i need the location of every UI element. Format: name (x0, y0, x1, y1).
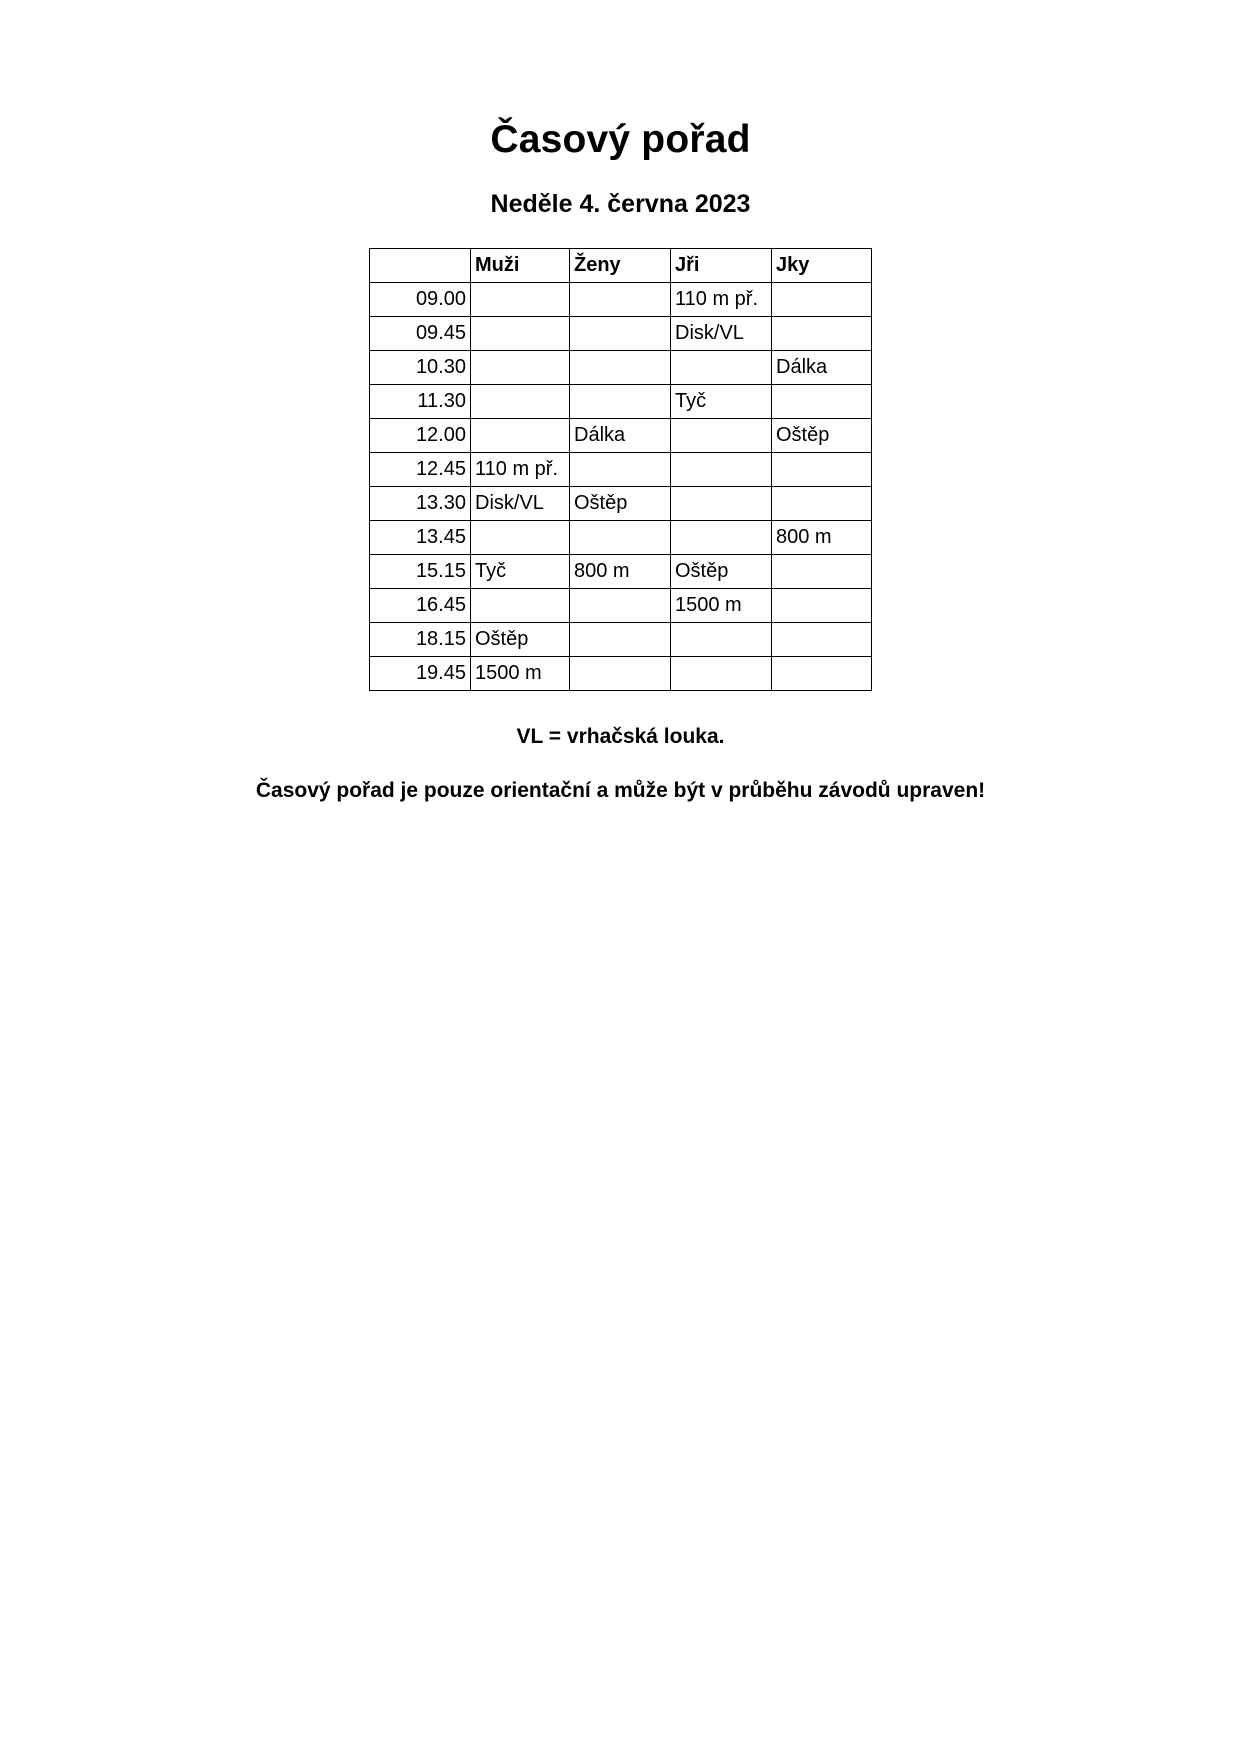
cell-junior-women (772, 554, 872, 588)
table-row (370, 588, 872, 622)
cell-men: Oštěp (471, 622, 570, 656)
table-row (370, 350, 872, 384)
table-row (370, 452, 872, 486)
column-header-men: Muži (471, 248, 570, 282)
cell-time: 11.30 (370, 384, 471, 418)
cell-men (471, 316, 570, 350)
cell-time: 13.30 (370, 486, 471, 520)
cell-time: 15.15 (370, 554, 471, 588)
cell-junior-women (772, 588, 872, 622)
cell-junior-men: Oštěp (671, 554, 772, 588)
cell-junior-women (772, 452, 872, 486)
cell-men (471, 384, 570, 418)
cell-time: 13.45 (370, 520, 471, 554)
cell-women (570, 656, 671, 690)
table-row (370, 316, 872, 350)
schedule-table-container (0, 248, 1241, 691)
table-row (370, 418, 872, 452)
table-row (370, 520, 872, 554)
cell-men (471, 418, 570, 452)
column-header-junior-men: Jři (671, 248, 772, 282)
cell-men: Disk/VL (471, 486, 570, 520)
cell-women: Oštěp (570, 486, 671, 520)
cell-junior-men (671, 520, 772, 554)
table-row (370, 282, 872, 316)
cell-women (570, 350, 671, 384)
cell-junior-men: Disk/VL (671, 316, 772, 350)
cell-women (570, 316, 671, 350)
cell-men (471, 350, 570, 384)
schedule-table (369, 248, 872, 691)
column-header-time (370, 248, 471, 282)
cell-junior-men (671, 350, 772, 384)
cell-men: 1500 m (471, 656, 570, 690)
cell-time: 12.00 (370, 418, 471, 452)
cell-junior-men (671, 622, 772, 656)
cell-women: Dálka (570, 418, 671, 452)
table-row (370, 622, 872, 656)
cell-time: 19.45 (370, 656, 471, 690)
cell-junior-men (671, 486, 772, 520)
cell-men (471, 282, 570, 316)
cell-men (471, 520, 570, 554)
cell-junior-men: 110 m př. (671, 282, 772, 316)
column-header-junior-women: Jky (772, 248, 872, 282)
cell-time: 10.30 (370, 350, 471, 384)
table-row (370, 656, 872, 690)
cell-junior-women (772, 316, 872, 350)
table-header-row (370, 248, 872, 282)
cell-women (570, 384, 671, 418)
cell-women (570, 588, 671, 622)
cell-women (570, 282, 671, 316)
page-subtitle-date: Neděle 4. června 2023 (490, 189, 751, 218)
cell-men: Tyč (471, 554, 570, 588)
cell-time: 09.45 (370, 316, 471, 350)
disclaimer-note: Časový pořad je pouze orientační a může být v průběhu závodů upraven! (255, 778, 986, 802)
cell-time: 09.00 (370, 282, 471, 316)
cell-junior-women: Oštěp (772, 418, 872, 452)
cell-junior-women (772, 656, 872, 690)
cell-women (570, 520, 671, 554)
table-row (370, 486, 872, 520)
cell-junior-women: 800 m (772, 520, 872, 554)
cell-junior-women (772, 486, 872, 520)
table-body (370, 282, 872, 690)
cell-time: 12.45 (370, 452, 471, 486)
table-header (370, 248, 872, 282)
table-row (370, 554, 872, 588)
cell-junior-women (772, 384, 872, 418)
cell-time: 18.15 (370, 622, 471, 656)
cell-men: 110 m př. (471, 452, 570, 486)
cell-time: 16.45 (370, 588, 471, 622)
cell-junior-women (772, 282, 872, 316)
cell-men (471, 588, 570, 622)
table-row (370, 384, 872, 418)
cell-junior-women: Dálka (772, 350, 872, 384)
cell-women (570, 452, 671, 486)
legend-note: VL = vrhačská louka. (516, 724, 725, 748)
cell-junior-women (772, 622, 872, 656)
cell-women (570, 622, 671, 656)
cell-women: 800 m (570, 554, 671, 588)
cell-junior-men: 1500 m (671, 588, 772, 622)
cell-junior-men (671, 656, 772, 690)
cell-junior-men (671, 418, 772, 452)
cell-junior-men (671, 452, 772, 486)
column-header-women: Ženy (570, 248, 671, 282)
page-title: Časový pořad (490, 118, 751, 161)
cell-junior-men: Tyč (671, 384, 772, 418)
